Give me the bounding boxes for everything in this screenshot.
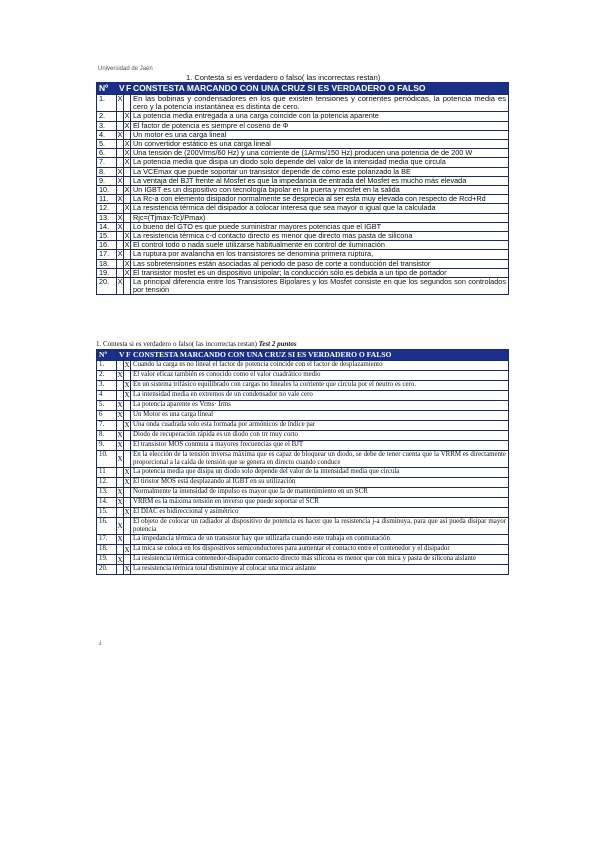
- row-statement: Una onda cuadrada solo esta formada por armónicos de índice par: [131, 421, 509, 431]
- row-number: 9.: [97, 441, 117, 451]
- row-false-mark: X: [124, 391, 130, 399]
- row-true-mark: X: [117, 129, 123, 139]
- table-row: [97, 371, 509, 381]
- table-row: [97, 498, 509, 508]
- table-row: [97, 401, 509, 411]
- row-number: 15.: [97, 232, 117, 241]
- row-statement: La VCEmax que puede soportar un transistor depende de cómo este polarizado la BE: [131, 167, 509, 176]
- row-true-mark: [117, 468, 124, 478]
- row-statement: La resistencia térmica del disipador a colocar interesa que sea mayor o igual que la calculada: [131, 204, 509, 213]
- row-true-mark: X: [117, 371, 123, 379]
- table-row: [97, 381, 509, 391]
- table-row: [97, 411, 509, 421]
- row-number: 4: [97, 391, 117, 401]
- row-number: 12.: [97, 478, 117, 488]
- row-number: 9.: [97, 176, 117, 185]
- row-false-mark: X: [124, 203, 130, 213]
- row-number: 14.: [97, 222, 117, 231]
- table-row: [97, 478, 509, 488]
- row-number: 6.: [97, 149, 117, 158]
- row-number: 3.: [97, 381, 117, 391]
- table-row: [97, 545, 509, 555]
- row-statement: El objeto de colocar un radiador al dispositivo de potencia es hacer que la resistencia j-a disminuya, para que así pueda disipar mayor potencia: [131, 518, 509, 535]
- header-num: Nº: [97, 83, 117, 95]
- row-statement: VRRM es la máxima tensión en inverso que puede soportar el SCR: [131, 498, 509, 508]
- row-statement: En las bobinas y condensadores en los que existen tensiones y corrientes periódicas, la potencia media es cero y la potencia instantánea es distinta de cero.: [131, 95, 509, 112]
- header-f: F: [124, 83, 131, 95]
- row-true-mark: [117, 204, 124, 213]
- row-number: 7.: [97, 421, 117, 431]
- table-row: [97, 391, 509, 401]
- row-number: 1.: [97, 95, 117, 112]
- table-row: [97, 121, 509, 130]
- row-false-mark: X: [124, 120, 130, 130]
- row-statement: La ruptura por avalancha en los transistores se denomina primera ruptura,: [131, 250, 509, 259]
- row-number: 8.: [97, 167, 117, 176]
- row-true-mark: X: [117, 249, 123, 259]
- table2-body: [97, 361, 509, 575]
- row-number: 4.: [97, 130, 117, 139]
- row-number: 18.: [97, 259, 117, 268]
- true-false-table-2: [96, 349, 509, 575]
- row-statement: Un motor es una carga lineal: [131, 130, 509, 139]
- row-statement: El control todo o nada suele utilizarse habitualmente en control de iluminación: [131, 241, 509, 250]
- row-statement: Un Motor es una carga lineal: [131, 411, 509, 421]
- true-false-table-1: [96, 82, 509, 295]
- row-false-mark: [124, 278, 131, 295]
- table-row: [97, 565, 509, 575]
- row-number: 7.: [97, 158, 117, 167]
- row-true-mark: [117, 545, 124, 555]
- table2-instruction-text: 1. Contesta si es verdadero o falso( las incorrectas restan): [96, 340, 257, 348]
- row-true-mark: [117, 140, 124, 149]
- row-false-mark: [124, 451, 131, 468]
- row-false-mark: X: [124, 468, 130, 476]
- row-statement: Diodo de recuperación rápida es un diodo con trr muy corto: [131, 431, 509, 441]
- row-false-mark: [124, 518, 131, 535]
- row-true-mark: X: [117, 411, 123, 419]
- row-number: 20.: [97, 565, 117, 575]
- table-row: [97, 421, 509, 431]
- row-true-mark: X: [117, 401, 123, 409]
- row-number: 2.: [97, 112, 117, 121]
- table-row: [97, 204, 509, 213]
- row-true-mark: [117, 232, 124, 241]
- row-true-mark: X: [117, 95, 124, 112]
- row-false-mark: [124, 411, 131, 421]
- row-false-mark: [124, 488, 131, 498]
- row-false-mark: [124, 95, 131, 112]
- row-true-mark: [117, 421, 124, 431]
- row-false-mark: X: [124, 185, 130, 195]
- row-statement: El tiristor MOS está desplazando al IGBT en su utilización: [131, 478, 509, 488]
- table-row: [97, 535, 509, 545]
- row-true-mark: X: [117, 518, 124, 535]
- footer-mark: Ⅎ: [98, 641, 102, 647]
- table1-body: [97, 95, 509, 295]
- row-statement: La potencia aparente es Vrms· Irms: [131, 401, 509, 411]
- row-number: 20.: [97, 278, 117, 295]
- row-statement: El valor eficaz también es conocido como el valor cuadrático medio: [131, 371, 509, 381]
- row-statement: Una tensión de (200Vrms/60 Hz) y una corriente de (1Arms/150 Hz) producen una potencia de de 200 W: [131, 149, 509, 158]
- table-row: [97, 361, 509, 371]
- row-number: 6: [97, 411, 117, 421]
- row-true-mark: X: [117, 441, 123, 449]
- row-false-mark: [124, 498, 131, 508]
- row-false-mark: X: [124, 111, 130, 121]
- row-false-mark: [124, 401, 131, 411]
- row-false-mark: [124, 167, 131, 176]
- row-true-mark: X: [117, 488, 123, 496]
- table-row: [97, 158, 509, 167]
- row-statement: La principal diferencia entre los Transistores Bipolares y los Mosfet consiste en que los segundos son controlados por tensión: [131, 278, 509, 295]
- row-false-mark: [124, 213, 131, 222]
- table2-instruction: [96, 340, 297, 348]
- row-statement: En la elección de la tensión inversa máxima que es capaz de bloquear un diodo, se debe de tener cuenta que la VRRM es directamente proporcional a la caída de tensión que se genera en directo cuando conduce: [131, 451, 509, 468]
- table-row: [97, 451, 509, 468]
- table-row: [97, 250, 509, 259]
- header-v: V: [117, 350, 124, 361]
- row-false-mark: X: [124, 565, 130, 573]
- row-false-mark: X: [124, 361, 130, 369]
- row-number: 11.: [97, 195, 117, 204]
- row-number: 16.: [97, 241, 117, 250]
- table1-instruction: 1. Contesta si es verdadero o falso( las incorrectas restan): [186, 73, 381, 82]
- row-statement: El transistor mosfet es un dispositivo unipolar; la conducción sólo es debida a un tipo de portador: [131, 268, 509, 277]
- row-true-mark: X: [117, 166, 123, 176]
- row-true-mark: X: [117, 278, 124, 295]
- row-number: 10.: [97, 186, 117, 195]
- row-true-mark: X: [117, 194, 123, 204]
- row-statement: La resistencia térmica contenedor-disipador contacto directo más silicona es menor que con mica y pasta de silicona aislante: [131, 555, 509, 565]
- row-false-mark: [124, 250, 131, 259]
- row-number: 17.: [97, 250, 117, 259]
- row-number: 2.: [97, 371, 117, 381]
- table-row: [97, 95, 509, 112]
- row-number: 8.: [97, 431, 117, 441]
- row-number: 5.: [97, 401, 117, 411]
- row-false-mark: X: [124, 139, 130, 149]
- row-true-mark: [117, 121, 124, 130]
- row-number: 1.: [97, 361, 117, 371]
- table-row: [97, 278, 509, 295]
- table-row: [97, 112, 509, 121]
- row-number: 19.: [97, 555, 117, 565]
- row-false-mark: X: [124, 478, 130, 486]
- row-number: 19.: [97, 268, 117, 277]
- row-true-mark: X: [117, 212, 123, 222]
- row-number: 18.: [97, 545, 117, 555]
- page-header-fragment: Universidad de Jaén: [98, 66, 153, 72]
- table-header-row: [97, 83, 509, 95]
- row-statement: Rjc=(Tjmax-Tc)/Pmax): [131, 213, 509, 222]
- row-true-mark: [117, 361, 124, 371]
- row-number: 13.: [97, 488, 117, 498]
- header-statement: CONSTESTA MARCANDO CON UNA CRUZ SI ES VERDADERO O FALSO: [131, 350, 509, 361]
- row-statement: El factor de potencia es siempre el coseno de Φ: [131, 121, 509, 130]
- row-statement: La resistencia térmica c-d contacto directo es menor que directo mas pasta de silicona: [131, 232, 509, 241]
- header-statement: CONSTESTA MARCANDO CON UNA CRUZ SI ES VERDADERO O FALSO: [131, 83, 509, 95]
- table-row: [97, 441, 509, 451]
- row-number: 13.: [97, 213, 117, 222]
- table-header-row: [97, 350, 509, 361]
- row-number: 11: [97, 468, 117, 478]
- table-row: [97, 518, 509, 535]
- row-false-mark: X: [124, 267, 130, 277]
- row-true-mark: X: [117, 535, 123, 543]
- row-statement: La impedancia térmica de un transistor hay que utilizarla cuando este trabaja en conmutación: [131, 535, 509, 545]
- row-true-mark: X: [117, 431, 123, 439]
- row-statement: La Rc-a con elemento disipador normalmente se desprecia al ser esta muy elevada con respecto de Rcd+Rd: [131, 195, 509, 204]
- row-false-mark: [124, 371, 131, 381]
- table-row: [97, 167, 509, 176]
- row-false-mark: X: [124, 545, 130, 554]
- row-true-mark: [117, 149, 124, 158]
- row-false-mark: [124, 441, 131, 451]
- row-number: 3.: [97, 121, 117, 130]
- row-statement: En un sistema trifásico equilibrado con cargas no lineales la corriente que circula por el neutro es cero.: [131, 381, 509, 391]
- row-false-mark: X: [124, 157, 130, 167]
- row-statement: Las sobretensiones están asociadas al periodo de paso de corte a conducción del transistor: [131, 259, 509, 268]
- row-true-mark: [117, 565, 124, 575]
- row-true-mark: [117, 158, 124, 167]
- row-true-mark: X: [117, 451, 124, 468]
- row-statement: La ventaja del BJT frente al Mosfet es que la impedancia de entrada del Mosfet es mucho más elevada: [131, 176, 509, 185]
- table-row: [97, 259, 509, 268]
- row-statement: La resistencia térmica total disminuye al colocar una mica aislante: [131, 565, 509, 575]
- row-number: 14.: [97, 498, 117, 508]
- row-statement: Un IGBT es un dispositivo con tecnología bipolar en la puerta y mosfet en la salida: [131, 186, 509, 195]
- row-statement: La mica se coloca en los dispositivos semiconductores para aumentar el contacto entre el contenedor y el disipador: [131, 545, 509, 555]
- header-v: V: [117, 83, 124, 95]
- row-number: 15.: [97, 508, 117, 518]
- row-statement: La potencia media que disipa un diodo solo depende del valor de la intensidad media que circula: [131, 468, 509, 478]
- table2-instruction-extra: Test 2 puntos: [258, 340, 297, 348]
- row-false-mark: [124, 431, 131, 441]
- row-false-mark: X: [124, 240, 130, 250]
- row-false-mark: X: [124, 258, 130, 268]
- row-true-mark: X: [117, 498, 123, 506]
- row-false-mark: X: [124, 231, 130, 241]
- row-true-mark: [117, 259, 124, 268]
- row-false-mark: X: [124, 421, 130, 429]
- row-true-mark: [117, 478, 124, 488]
- row-statement: Cuando la carga es no lineal el factor de potencia coincide con el factor de desplazamiento: [131, 361, 509, 371]
- header-f: F: [124, 350, 131, 361]
- row-statement: La intensidad media en extremos de un condensador no vale cero: [131, 391, 509, 401]
- row-true-mark: X: [117, 175, 123, 185]
- table-row: [97, 431, 509, 441]
- row-statement: Lo bueno del GTO es que puede suministrar mayores potencias que el IGBT: [131, 222, 509, 231]
- row-false-mark: X: [124, 148, 130, 158]
- row-number: 16.: [97, 518, 117, 535]
- table-row: [97, 213, 509, 222]
- table-row: [97, 555, 509, 565]
- row-true-mark: [117, 391, 124, 401]
- row-true-mark: [117, 112, 124, 121]
- row-true-mark: [117, 508, 124, 518]
- table-row: [97, 488, 509, 498]
- row-false-mark: X: [124, 508, 130, 516]
- header-num: Nº: [97, 350, 117, 361]
- row-statement: La potencia media entregada a una carga coincide con la potencia aparente: [131, 112, 509, 121]
- table-row: [97, 468, 509, 478]
- row-statement: El DIAC es bidireccional y asimétrico: [131, 508, 509, 518]
- row-number: 12.: [97, 204, 117, 213]
- row-statement: El transistor MOS conmuta a mayores frecuencias que el BJT: [131, 441, 509, 451]
- row-number: 17.: [97, 535, 117, 545]
- row-true-mark: X: [117, 221, 123, 231]
- table-row: [97, 508, 509, 518]
- row-false-mark: [124, 555, 131, 565]
- row-true-mark: [117, 381, 124, 391]
- row-statement: Un convertidor estático es una carga lineal: [131, 140, 509, 149]
- row-statement: La potencia media que disipa un diodo solo depende del valor de la intensidad media que circula: [131, 158, 509, 167]
- row-number: 10.: [97, 451, 117, 468]
- row-false-mark: [124, 535, 131, 545]
- row-false-mark: X: [124, 381, 130, 389]
- row-true-mark: X: [117, 555, 123, 564]
- row-statement: Normalmente la intensidad de impulso es mayor que la de mantenimiento en un SCR: [131, 488, 509, 498]
- row-number: 5.: [97, 140, 117, 149]
